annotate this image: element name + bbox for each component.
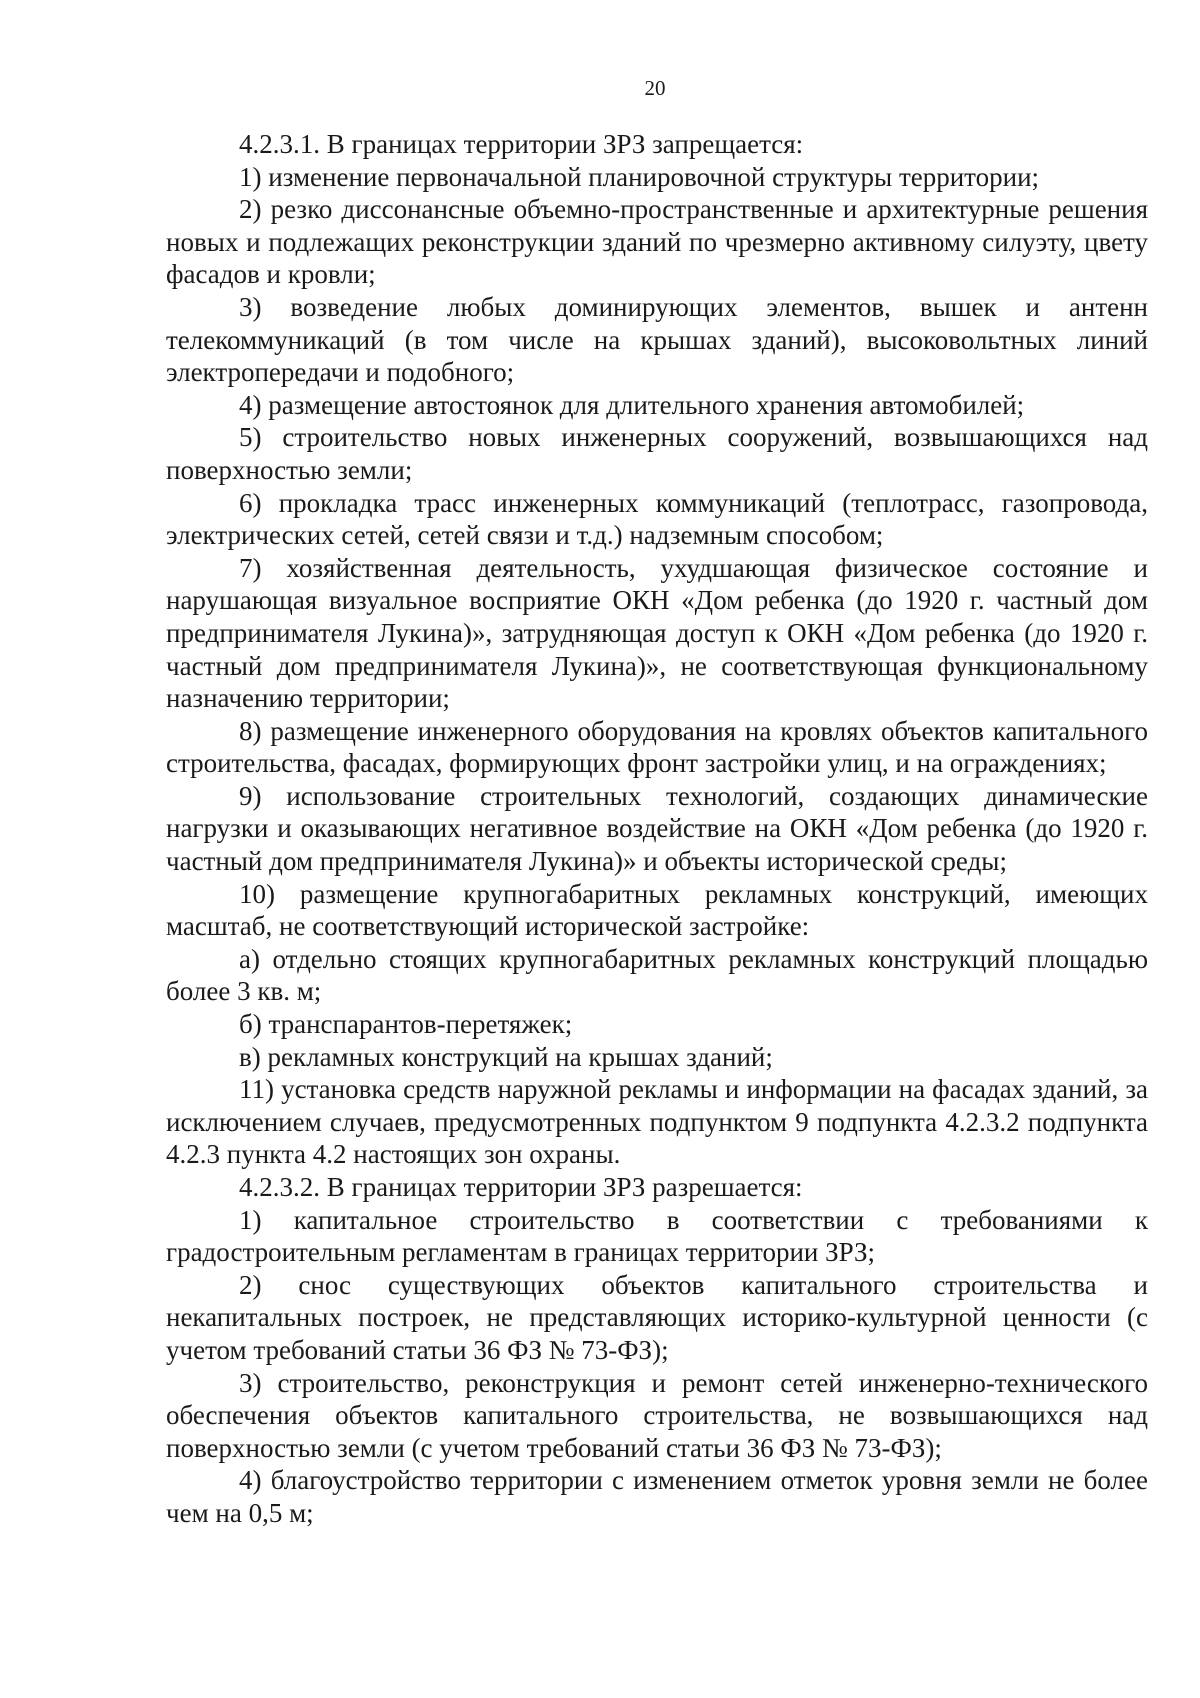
list-item-2: 2) резко диссонансные объемно-пространственные и архитектурные решения новых и подлежащих реконструкции зданий по чрезмерно активному силуэту, цвету фасадов и кровли;	[166, 194, 1148, 290]
list-item-5: 5) строительство новых инженерных сооружений, возвышающихся над поверхностью земли;	[166, 422, 1148, 485]
list-item-7: 7) хозяйственная деятельность, ухудшающая физическое состояние и нарушающая визуальное восприятие ОКН «Дом ребенка (до 1920 г. частный дом предпринимателя Лукина)», затрудняющая доступ к ОКН «Дом ребенка (до 1920 г. частный дом предпринимателя Лукина)», не соответствующая функциональному назначению территории;	[166, 552, 1148, 714]
allowed-item-3: 3) строительство, реконструкция и ремонт сетей инженерно-технического обеспечения объектов капитального строительства, не возвышающихся над поверхностью земли (с учетом требований статьи 36 ФЗ № 73-ФЗ);	[166, 1367, 1148, 1463]
paragraph-4-2-3-2: 4.2.3.2. В границах территории ЗРЗ разрешается:	[239, 1172, 803, 1202]
list-item-10-a: а) отдельно стоящих крупногабаритных рекламных конструкций площадью более 3 кв. м;	[166, 943, 1148, 1007]
paragraph-4-2-3-1: 4.2.3.1. В границах территории ЗРЗ запрещается:	[239, 129, 804, 159]
list-item-1: 1) изменение первоначальной планировочной структуры территории;	[239, 161, 1040, 192]
list-item-10-b: б) транспарантов-перетяжек;	[239, 1009, 573, 1040]
allowed-item-2: 2) снос существующих объектов капитального строительства и некапитальных построек, не представляющих историко-культурной ценности (с учетом требований статьи 36 ФЗ № 73-ФЗ);	[166, 1269, 1148, 1365]
document-body	[166, 128, 1148, 1530]
list-item-4: 4) размещение автостоянок для длительного хранения автомобилей;	[239, 389, 1025, 420]
allowed-item-1: 1) капитальное строительство в соответствии с требованиями к градостроительным регламентам в границах территории ЗРЗ;	[166, 1204, 1148, 1268]
list-item-10: 10) размещение крупногабаритных рекламных конструкций, имеющих масштаб, не соответствующий исторической застройке:	[166, 878, 1148, 942]
page-number: 20	[644, 76, 666, 100]
list-item-8: 8) размещение инженерного оборудования на кровлях объектов капитального строительства, фасадах, формирующих фронт застройки улиц, и на ограждениях;	[166, 715, 1148, 779]
list-item-11: 11) установка средств наружной рекламы и информации на фасадах зданий, за исключением случаев, предусмотренных подпунктом 9 подпункта 4.2.3.2 подпункта 4.2.3 пункта 4.2 настоящих зон охраны.	[166, 1074, 1148, 1170]
list-item-9: 9) использование строительных технологий, создающих динамические нагрузки и оказывающих негативное воздействие на ОКН «Дом ребенка (до 1920 г. частный дом предпринимателя Лукина)» и объекты исторической среды;	[166, 780, 1148, 877]
list-item-10-c: в) рекламных конструкций на крышах зданий;	[239, 1041, 773, 1072]
list-item-3: 3) возведение любых доминирующих элементов, вышек и антенн телекоммуникаций (в том числе на крышах зданий), высоковольтных линий электропередачи и подобного;	[166, 291, 1148, 388]
allowed-item-4: 4) благоустройство территории с изменением отметок уровня земли не более чем на 0,5 м;	[166, 1465, 1148, 1528]
list-item-6: 6) прокладка трасс инженерных коммуникаций (теплотрасс, газопровода, электрических сетей, сетей связи и т.д.) надземным способом;	[166, 487, 1148, 551]
